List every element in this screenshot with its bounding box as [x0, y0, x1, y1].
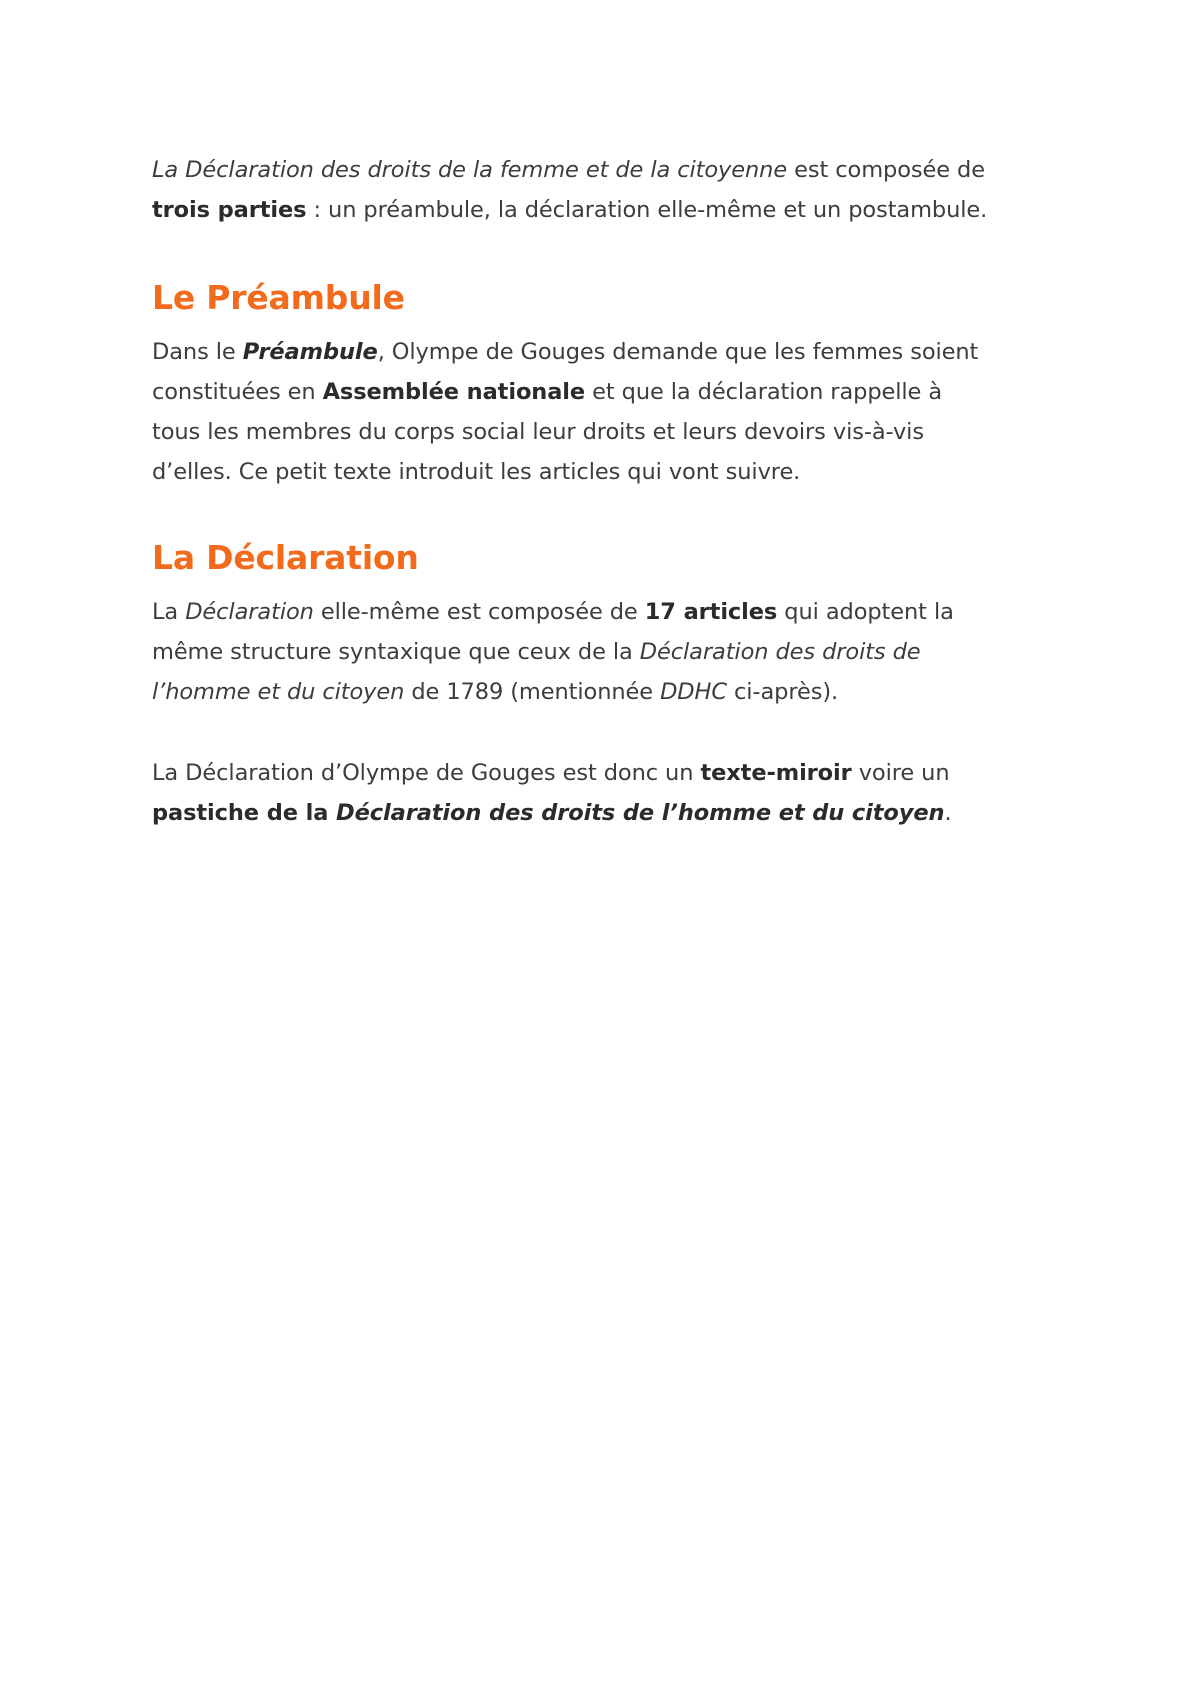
preambule-text-2: , Olympe de Gouges demande que les femmes soient constituées en [152, 339, 979, 405]
intro-text-2: : un préambule, la déclaration elle-même et un postambule. [306, 197, 988, 223]
preambule-bold: Assemblée nationale [322, 379, 586, 405]
declaration-text-5: ci-après). [726, 679, 839, 705]
declaration-text-1: La [152, 599, 186, 625]
declaration-italic-1: Déclaration [185, 599, 314, 625]
declaration-heading: La Déclaration [152, 538, 419, 577]
conclusion-bold-2: pastiche de la [152, 800, 337, 826]
conclusion-text-3: . [944, 800, 952, 826]
conclusion-bold-1: texte-miroir [700, 760, 852, 786]
preambule-text-1: Dans le [152, 339, 243, 365]
conclusion-text-2: voire un [851, 760, 950, 786]
declaration-text-2: elle-même est composée de [313, 599, 645, 625]
declaration-text-3: qui adoptent la même structure syntaxique que ceux de la [152, 599, 954, 665]
conclusion-bold-italic: Déclaration des droits de l’homme et du citoyen [336, 800, 945, 826]
intro-title-italic: La Déclaration des droits de la femme et de la citoyenne [152, 157, 788, 183]
conclusion-paragraph [152, 753, 992, 833]
preambule-paragraph [152, 332, 992, 492]
conclusion-text-1: La Déclaration d’Olympe de Gouges est donc un [152, 760, 701, 786]
declaration-italic-3: DDHC [660, 679, 727, 705]
declaration-italic-2: Déclaration des droits de l’homme et du citoyen [152, 639, 921, 705]
declaration-bold: 17 articles [644, 599, 778, 625]
document-page [152, 150, 992, 833]
preambule-bold-italic: Préambule [242, 339, 378, 365]
declaration-paragraph [152, 592, 992, 712]
declaration-text-4: de 1789 (mentionnée [404, 679, 661, 705]
preambule-text-3: et que la déclaration rappelle à tous les membres du corps social leur droits et leurs devoirs vis-à-vis d’elles. Ce petit texte introduit les articles qui vont suivre. [152, 379, 943, 485]
intro-text-1: est composée de [787, 157, 985, 183]
preambule-heading: Le Préambule [152, 278, 405, 317]
intro-bold: trois parties [152, 197, 307, 223]
intro-paragraph [152, 150, 992, 230]
